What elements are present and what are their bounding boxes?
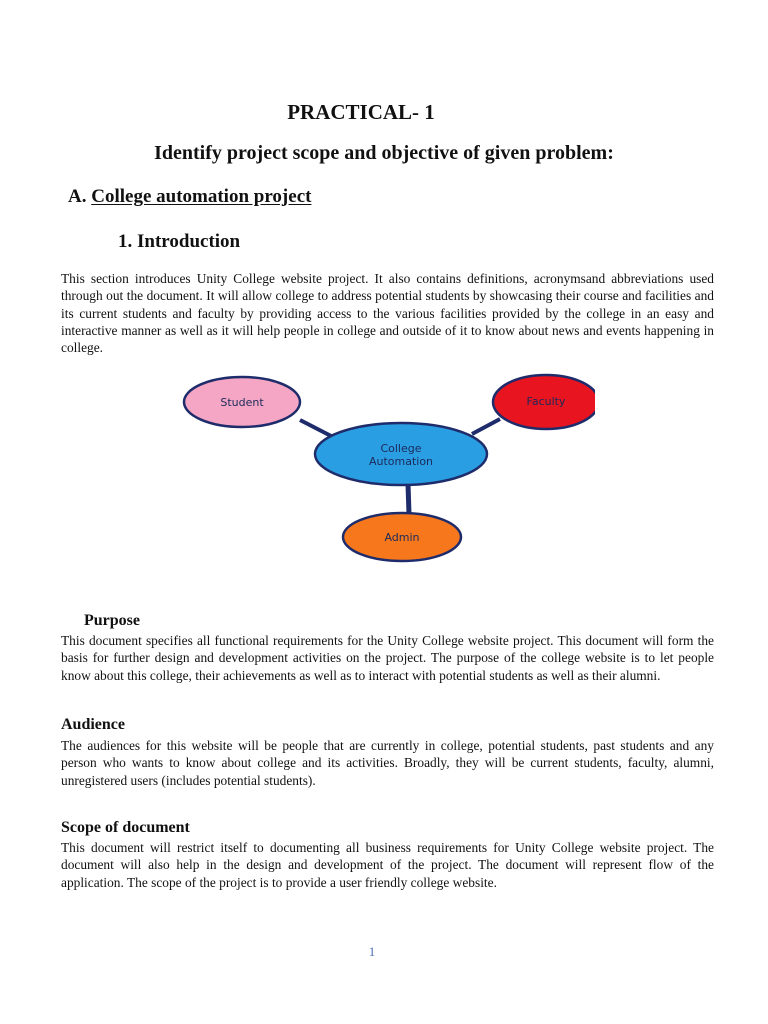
introduction-paragraph: This section introduces Unity College website project. It also contains definitions, acronymsand abbreviations used through out the document. It will allow college to address potential students by showcasing their course and facilities and its current students and faculty by providing access to the various facilities provided by the college in an easy and interactive manner as well as it will help people in college and outside of it to know about news and events happening in college. <box>61 271 714 356</box>
section-a-title: College automation project <box>91 186 312 207</box>
objective-heading: Identify project scope and objective of given problem: <box>154 142 614 164</box>
connector-faculty <box>472 419 500 434</box>
connector-admin <box>408 484 409 514</box>
center-label-line1: College <box>380 442 422 455</box>
section-a-heading <box>68 186 311 208</box>
section-a-prefix: A. <box>68 186 92 207</box>
practical-title: PRACTICAL- 1 <box>287 100 435 124</box>
student-label: Student <box>220 396 264 409</box>
page-number: 1 <box>368 944 376 959</box>
college-automation-diagram <box>175 372 595 567</box>
purpose-heading: Purpose <box>84 612 140 629</box>
audience-paragraph: The audiences for this website will be people that are currently in college, potential students, past students and any person who wants to know about college and its activities. Broadly, they will be current students, faculty, alumni, unregistered users (includes potential students). <box>61 738 714 788</box>
scope-heading: Scope of document <box>61 819 190 836</box>
scope-paragraph: This document will restrict itself to documenting all business requirements for Unity College website project. The document will also help in the design and development of the project. The document will represent flow of the application. The scope of the project is to provide a user friendly college website. <box>61 840 714 890</box>
purpose-paragraph: This document specifies all functional requirements for the Unity College website project. This document will form the basis for further design and development activities on the project. The purpose of the college website is to let people know about this college, their achievements as well as to interact with potential students as well as their alumni. <box>61 633 714 683</box>
faculty-label: Faculty <box>526 395 566 408</box>
introduction-heading: 1. Introduction <box>118 231 241 252</box>
audience-heading: Audience <box>61 716 125 733</box>
admin-label: Admin <box>384 531 420 544</box>
center-label-line2: Automation <box>368 455 434 468</box>
